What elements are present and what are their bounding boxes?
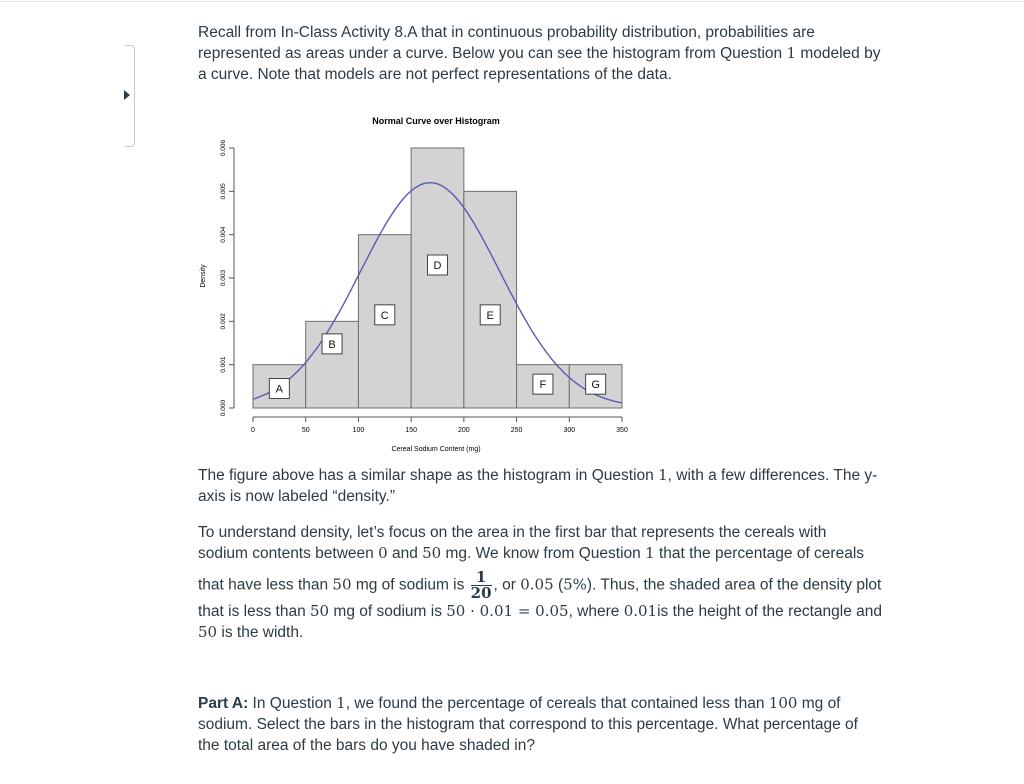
math-number: 50 bbox=[198, 623, 218, 641]
math-number: 0 bbox=[378, 544, 388, 562]
math-number: 1 bbox=[658, 466, 668, 484]
bar-label-text: B bbox=[328, 338, 336, 351]
text: that the percentage of cereals bbox=[654, 545, 865, 562]
histogram-bar-d[interactable] bbox=[411, 148, 464, 408]
y-tick-label: 0.003 bbox=[220, 269, 227, 287]
bars-layer bbox=[253, 148, 622, 408]
y-tick-label: 0.006 bbox=[220, 139, 227, 157]
math-number: 1 bbox=[786, 44, 797, 62]
part-a-paragraph bbox=[198, 693, 898, 756]
x-tick-label: 100 bbox=[352, 427, 365, 434]
intro-line-1: Recall from In-Class Activity 8.A that in continuous probability distribution, probabilities are bbox=[198, 24, 815, 41]
bar-label-c bbox=[375, 305, 395, 325]
histogram-bar-e[interactable] bbox=[464, 191, 517, 408]
text: The figure above has a similar shape as the histogram in Question bbox=[198, 467, 659, 484]
bar-label-text: E bbox=[486, 309, 494, 322]
part-a-label: Part A: bbox=[198, 695, 249, 712]
caret-right-icon[interactable] bbox=[124, 90, 130, 100]
fraction bbox=[471, 570, 492, 601]
math-number: 0.05 bbox=[520, 575, 554, 594]
bar-label-text: D bbox=[433, 260, 442, 272]
bar-label-text: F bbox=[539, 379, 547, 392]
fraction-line bbox=[198, 570, 881, 601]
x-tick-label: 0 bbox=[251, 427, 255, 434]
bar-label-b bbox=[322, 334, 342, 354]
figure-explanation-paragraph bbox=[198, 465, 898, 507]
text: mg of sodium is bbox=[329, 603, 447, 620]
histogram-figure bbox=[196, 108, 636, 458]
text: sodium. Select the bars in the histogram that correspond to this percentage. What percentage of bbox=[198, 716, 858, 733]
chart-title: Normal Curve over Histogram bbox=[372, 116, 500, 126]
x-tick-label: 300 bbox=[563, 427, 576, 434]
bar-label-text: C bbox=[380, 309, 389, 322]
text: , with a few differences. The y- bbox=[667, 467, 878, 484]
density-paragraph bbox=[198, 522, 898, 643]
text: that have less than bbox=[198, 576, 333, 594]
intro-paragraph bbox=[198, 22, 898, 85]
y-tick-label: 0.002 bbox=[220, 313, 227, 330]
text: mg of bbox=[797, 695, 841, 712]
fraction-denominator: 20 bbox=[470, 584, 492, 602]
y-tick-label: 0.005 bbox=[220, 183, 227, 200]
math-number: 50 bbox=[422, 544, 442, 562]
text: In Question bbox=[248, 695, 337, 712]
text: axis is now labeled “density.” bbox=[198, 488, 395, 505]
math-number: 50 bbox=[310, 602, 330, 620]
bar-label-text: G bbox=[591, 379, 600, 392]
top-divider bbox=[0, 1, 1024, 2]
text: , we found the percentage of cereals that contained less than bbox=[345, 695, 769, 712]
math-number: 1 bbox=[336, 694, 346, 712]
math-number: 50 bbox=[332, 575, 352, 594]
math-expression: 50 · 0.01 = 0.05 bbox=[446, 602, 569, 620]
math-number: 0.01 bbox=[623, 602, 658, 620]
intro-line-2-end: modeled by bbox=[796, 45, 881, 62]
text: To understand density, let’s focus on the area in the first bar that represents the cereals with bbox=[198, 524, 827, 541]
text: , or bbox=[493, 576, 521, 594]
math-number: 100 bbox=[768, 694, 798, 712]
bar-label-g bbox=[586, 374, 606, 394]
y-tick-label: 0.001 bbox=[220, 356, 227, 373]
x-tick-label: 50 bbox=[301, 427, 310, 434]
bar-label-f bbox=[533, 374, 553, 394]
histogram-chart bbox=[196, 108, 636, 458]
math-number: 1 bbox=[645, 544, 655, 562]
x-tick-label: 350 bbox=[616, 427, 628, 434]
text: sodium contents between bbox=[198, 545, 379, 562]
text: ). Thus, the shaded area of the density plot bbox=[586, 576, 882, 594]
text: mg of sodium is bbox=[351, 576, 469, 594]
math-number: 5% bbox=[563, 575, 587, 594]
bar-label-e bbox=[480, 305, 500, 325]
intro-line-3: a curve. Note that models are not perfect representations of the data. bbox=[198, 66, 672, 83]
x-tick-label: 200 bbox=[458, 427, 470, 434]
text: ( bbox=[553, 576, 564, 594]
x-tick-label: 150 bbox=[405, 427, 417, 434]
bar-label-d bbox=[428, 255, 448, 275]
y-tick-label: 0.000 bbox=[220, 399, 227, 417]
bar-label-text: A bbox=[275, 383, 284, 396]
y-axis-label: Density bbox=[200, 264, 207, 288]
text: the total area of the bars do you have shaded in? bbox=[198, 737, 535, 754]
x-axis-label: Cereal Sodium Content (mg) bbox=[391, 446, 481, 453]
text: is the height of the rectangle and bbox=[657, 603, 883, 620]
text: mg. We know from Question bbox=[441, 545, 646, 562]
x-tick-label: 250 bbox=[510, 427, 523, 434]
text: , where bbox=[568, 603, 624, 620]
text: is the width. bbox=[217, 624, 304, 641]
text: that is less than bbox=[198, 603, 311, 620]
intro-line-2: represented as areas under a curve. Below you can see the histogram from Question bbox=[198, 45, 787, 62]
text: and bbox=[387, 545, 423, 562]
y-tick-label: 0.004 bbox=[220, 226, 227, 243]
bar-label-a bbox=[269, 379, 289, 399]
fraction-numerator: 1 bbox=[471, 570, 492, 586]
